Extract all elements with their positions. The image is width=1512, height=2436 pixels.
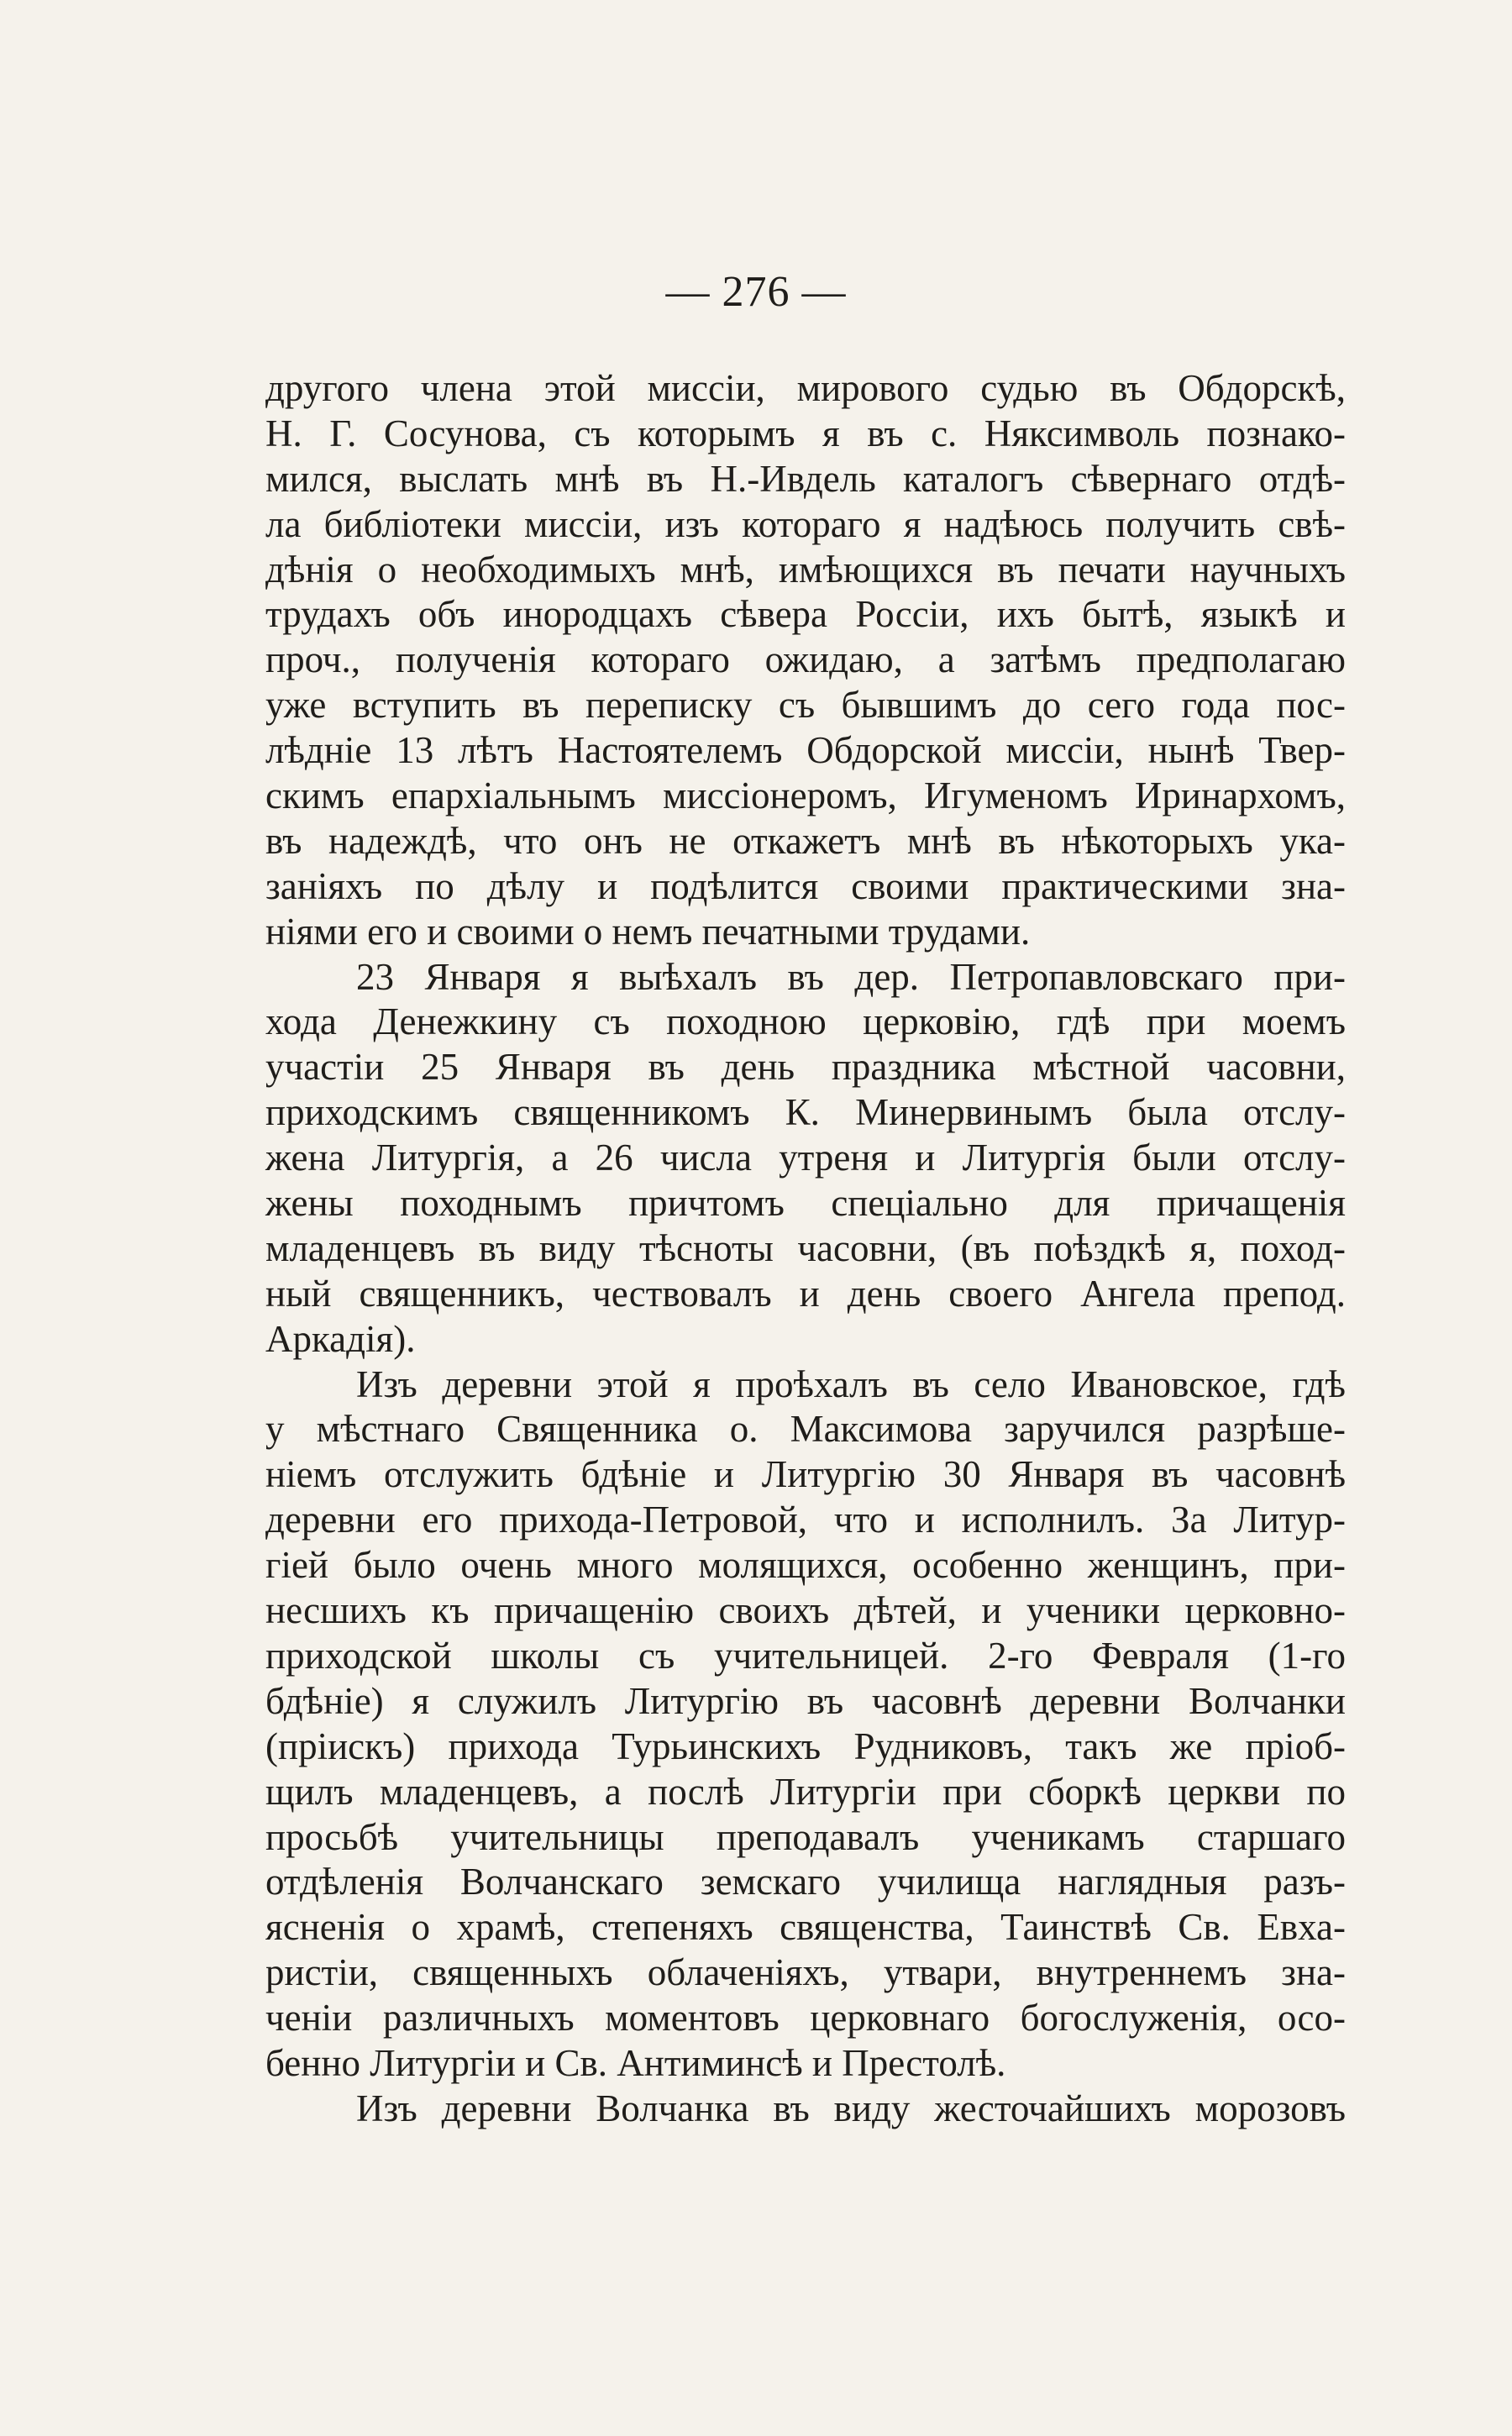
text-line: гіей было очень много молящихся, особенно женщинъ, при- [265,1544,1346,1587]
text-line: Аркадія). [265,1317,416,1360]
text-line: деревни его прихода-Петровой, что и исполнилъ. За Литур- [265,1499,1346,1541]
text-line: дѣнія о необходимыхъ мнѣ, имѣющихся въ печати научныхъ [265,548,1346,591]
text-line: ный священникъ, чествовалъ и день своего Ангела препод. [265,1272,1346,1315]
text-line: ла библіотеки миссіи, изъ котораго я надѣюсь получить свѣ- [265,502,1346,545]
text-line: отдѣленія Волчанскаго земскаго училища наглядныя разъ- [265,1861,1346,1903]
text-line: въ надеждѣ, что онъ не откажетъ мнѣ въ нѣкоторыхъ ука- [265,819,1346,862]
text-line: хода Денежкину съ походною церковію, гдѣ при моемъ [265,1000,1346,1043]
text-line: жена Литургія, а 26 числа утреня и Литургія были отслу- [265,1137,1346,1179]
text-line: жены походнымъ причтомъ спеціально для причащенія [265,1182,1346,1225]
text-line: приходскимъ священникомъ К. Минервинымъ была отслу- [265,1091,1346,1134]
text-line: Изъ деревни Волчанка въ виду жесточайшихъ морозовъ [356,2087,1346,2129]
text-line: Изъ деревни этой я проѣхалъ въ село Ивановское, гдѣ [356,1362,1346,1405]
text-line: приходской школы съ учительницей. 2-го Февраля (1-го [265,1634,1346,1677]
text-line: скимъ епархіальнымъ миссіонеромъ, Игуменомъ Иринархомъ, [265,774,1346,817]
text-line: Н. Г. Сосунова, съ которымъ я въ с. Няксимволь познако- [265,412,1346,454]
text-line: ясненія о храмѣ, степеняхъ священства, Таинствѣ Св. Евха- [265,1906,1346,1949]
text-line: трудахъ объ инородцахъ сѣвера Россіи, ихъ бытѣ, языкѣ и [265,593,1346,636]
text-line: ніемъ отслужить бдѣніе и Литургію 30 Января въ часовнѣ [265,1453,1346,1496]
text-line: бдѣніе) я служилъ Литургію въ часовнѣ деревни Волчанки [265,1679,1346,1722]
text-line: щилъ младенцевъ, а послѣ Литургіи при сборкѣ церкви по [265,1770,1346,1813]
text-line: мился, выслать мнѣ въ Н.-Ивдель каталогъ сѣвернаго отдѣ- [265,457,1346,500]
text-line: проч., полученія котораго ожидаю, а затѣмъ предполагаю [265,638,1346,681]
text-line: (пріискъ) прихода Турьинскихъ Рудниковъ, такъ же пріоб- [265,1725,1346,1767]
text-line: другого члена этой миссіи, мирового судью въ Обдорскѣ, [265,367,1346,409]
text-line: просьбѣ учительницы преподавалъ ученикамъ старшаго [265,1815,1346,1858]
text-line: ченіи различныхъ моментовъ церковнаго богослуженія, осо- [265,1997,1346,2040]
text-line: ристіи, священныхъ облаченіяхъ, утвари, внутреннемъ зна- [265,1951,1346,1994]
body-text [265,366,1346,2132]
text-line: младенцевъ въ виду тѣсноты часовни, (въ поѣздкѣ я, поход- [265,1226,1346,1269]
text-line: лѣдніе 13 лѣтъ Настоятелемъ Обдорской миссіи, нынѣ Твер- [265,729,1346,772]
text-line: у мѣстнаго Священника о. Максимова заручился разрѣше- [265,1408,1346,1451]
text-line: бенно Литургіи и Св. Антиминсѣ и Престолѣ. [265,2041,1006,2084]
text-line: участіи 25 Января въ день праздника мѣстной часовни, [265,1046,1346,1089]
page-number: — 276 — [665,268,847,316]
text-line: заніяхъ по дѣлу и подѣлится своими практическими зна- [265,864,1346,907]
text-line: ніями его и своими о немъ печатными трудами. [265,910,1031,953]
text-line: несшихъ къ причащенію своихъ дѣтей, и ученики церковно- [265,1589,1346,1632]
text-line: 23 Января я выѣхалъ въ дер. Петропавловскаго при- [356,955,1346,998]
text-line: уже вступить въ переписку съ бывшимъ до сего года пос- [265,684,1346,727]
